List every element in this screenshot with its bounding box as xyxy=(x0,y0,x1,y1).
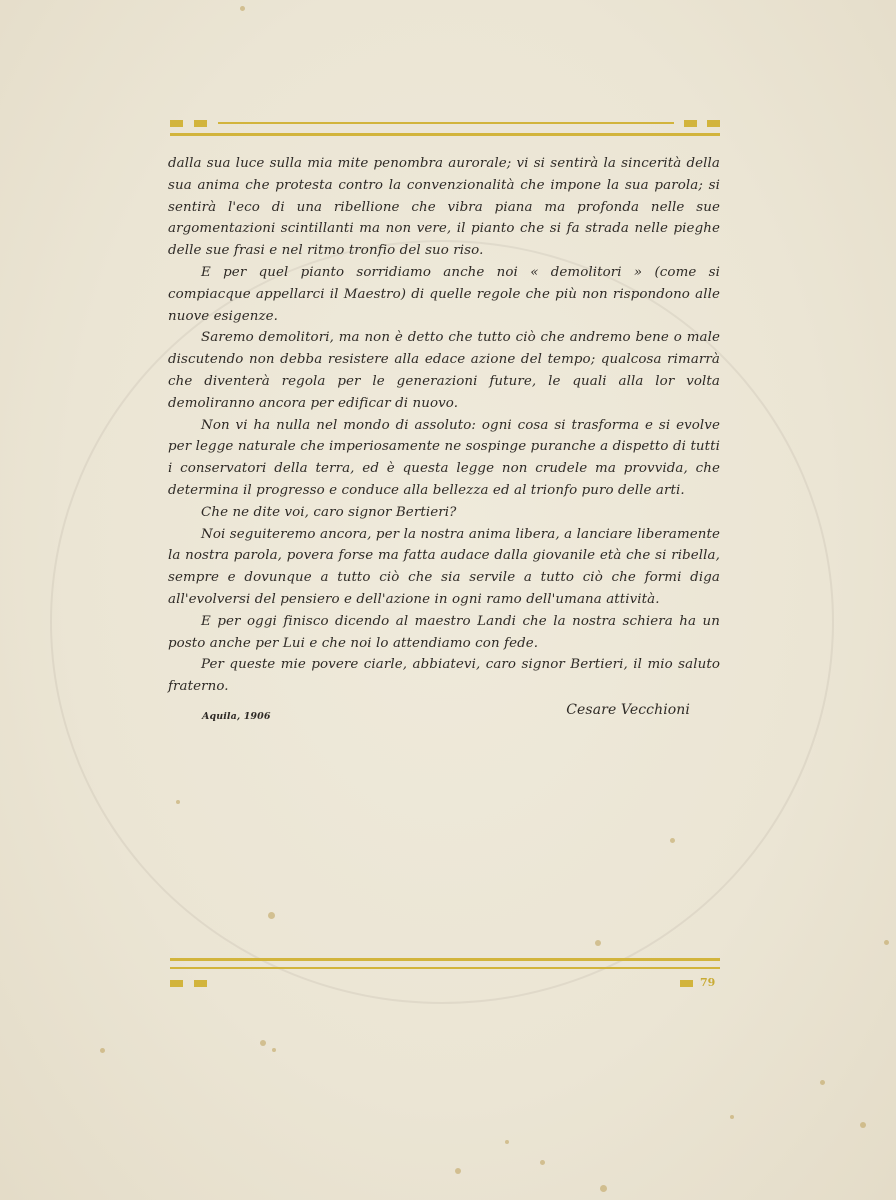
foxing-spot xyxy=(884,940,889,945)
ornament-square xyxy=(707,120,720,127)
page-number: 79 xyxy=(700,976,716,989)
paragraph: E per quel pianto sorridiamo anche noi « demolitori » (come si compiacque appellarci il Maestro) di quelle regole che più non rispondono alle nuove esigenze. xyxy=(168,264,720,324)
top-ornament xyxy=(170,118,720,138)
ornament-line xyxy=(218,122,674,124)
foxing-spot xyxy=(176,800,180,804)
foxing-spot xyxy=(595,940,601,946)
author-signature: Cesare Vecchioni xyxy=(566,701,690,718)
paragraph: E per oggi finisco dicendo al maestro Landi che la nostra schiera ha un posto anche per Lui e che noi lo attendiamo con fede. xyxy=(168,613,720,651)
foxing-spot xyxy=(600,1185,607,1192)
paragraph: Noi seguiteremo ancora, per la nostra anima libera, a lanciare liberamente la nostra parola, povera forse ma fatta audace dalla giovanile età che si ribella, sempre e dovunque a tutto ciò che sia servile a tutto ciò che formi diga all'evolversi del pensiero e dell'azione in ogni ramo dell'umana attività. xyxy=(168,526,720,607)
paragraph: Per queste mie povere ciarle, abbiatevi, caro signor Bertieri, il mio saluto fraterno. xyxy=(168,657,720,695)
foxing-spot xyxy=(455,1168,461,1174)
paragraph: Non vi ha nulla nel mondo di assoluto: ogni cosa si trasforma e si evolve per legge naturale che imperiosamente ne sospinge puranche a dispetto di tutti i conservatori della terra, ed è questa legge non crudele ma provvida, che determina il progresso e conduce alla bellezza ed al trionfo puro delle arti. xyxy=(168,417,720,498)
bottom-ornament xyxy=(170,958,720,992)
ornament-line xyxy=(170,133,720,136)
paragraph: Saremo demolitori, ma non è detto che tutto ciò che andremo bene o male discutendo non debba resistere alla edace azione del tempo; qualcosa rimarrà che diventerà regola per le generazioni future, le quali alla lor volta demoliranno ancora per edificar di nuovo. xyxy=(168,330,720,411)
foxing-spot xyxy=(272,1048,276,1052)
foxing-spot xyxy=(268,912,275,919)
foxing-spot xyxy=(670,838,675,843)
ornament-square xyxy=(684,120,697,127)
foxing-spot xyxy=(240,6,245,11)
ornament-line xyxy=(170,967,720,969)
paragraph: dalla sua luce sulla mia mite penombra aurorale; vi si sentirà la sincerità della sua anima che protesta contro la convenzionalità che impone la sua parola; si sentirà l'eco di una ribellione che vibra piana ma profonda nelle sue argomentazioni scintillanti ma non vere, il pianto che si fa strada nelle pieghe delle sue frasi e nel ritmo tronfio del suo riso. xyxy=(168,156,720,259)
ornament-square xyxy=(170,120,183,127)
signoff xyxy=(168,700,720,724)
ornament-square xyxy=(194,980,207,987)
foxing-spot xyxy=(820,1080,825,1085)
article-body xyxy=(168,153,720,724)
ornament-square xyxy=(194,120,207,127)
paragraph: Che ne dite voi, caro signor Bertieri? xyxy=(201,504,457,520)
ornament-square xyxy=(680,980,693,987)
place-date: Aquila, 1906 xyxy=(202,710,271,722)
foxing-spot xyxy=(100,1048,105,1053)
ornament-line xyxy=(170,958,720,961)
foxing-spot xyxy=(730,1115,734,1119)
ornament-square xyxy=(170,980,183,987)
foxing-spot xyxy=(260,1040,266,1046)
foxing-spot xyxy=(540,1160,545,1165)
foxing-spot xyxy=(860,1122,866,1128)
foxing-spot xyxy=(505,1140,509,1144)
